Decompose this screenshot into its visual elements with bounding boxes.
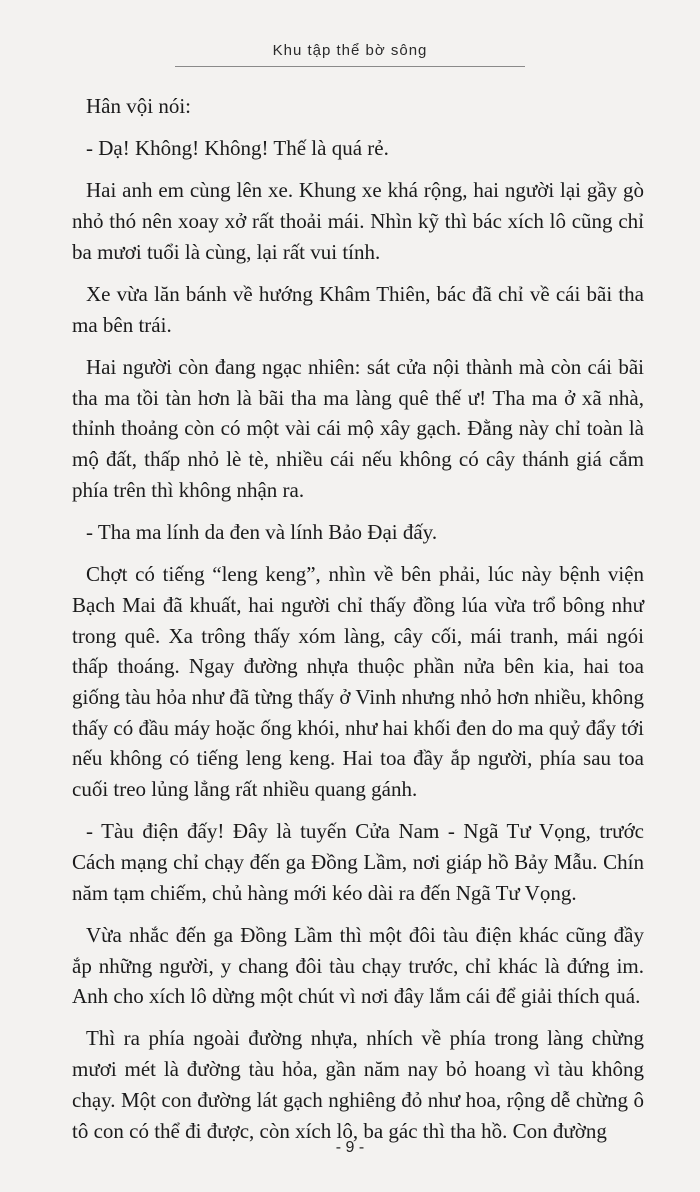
paragraph: Xe vừa lăn bánh về hướng Khâm Thiên, bác đã chỉ về cái bãi tha ma bên trái. [72,282,644,337]
header-divider [175,66,525,67]
paragraph: Chợt có tiếng “leng keng”, nhìn về bên phải, lúc này bệnh viện Bạch Mai đã khuất, hai người chỉ thấy đồng lúa vừa trổ bông như trong quê. Xa trông thấy xóm làng, cây cối, mái tranh, mái ngói thấp thoáng. Ngay đường nhựa thuộc phần nửa bên kia, hai toa giống tàu hỏa như đã từng thấy ở Vinh nhưng nhỏ hơn nhiều, không thấy có đầu máy hoặc ống khói, như hai khối đen do ma quỷ đẩy tới nếu không có tiếng leng keng. Hai toa đầy ắp người, phía sau toa cuối treo lủng lẳng rất nhiều quang gánh. [72,562,644,802]
paragraph: Hai anh em cùng lên xe. Khung xe khá rộng, hai người lại gầy gò nhỏ thó nên xoay xở rất thoải mái. Nhìn kỹ thì bác xích lô cũng chỉ ba mươi tuổi là cùng, lại rất vui tính. [72,178,644,264]
paragraph: - Dạ! Không! Không! Thế là quá rẻ. [86,136,389,161]
paragraph: Hai người còn đang ngạc nhiên: sát cửa nội thành mà còn cái bãi tha ma tồi tàn hơn là bãi tha ma làng quê thế ư! Tha ma ở xã nhà, thỉnh thoảng còn có một vài cái mộ xây gạch. Đằng này chỉ toàn là mộ đất, thấp nhỏ lè tè, nhiều cái nếu không có cây thánh giá cắm phía trên thì không nhận ra. [72,354,644,502]
paragraph: Thì ra phía ngoài đường nhựa, nhích về phía trong làng chừng mươi mét là đường tàu hỏa, gần năm nay bỏ hoang vì tàu không chạy. Một con đường lát gạch nghiêng đỏ như hoa, rộng dễ chừng ô tô con có thể đi được, còn xích lô, ba gác thì tha hồ. Con đường [72,1026,644,1143]
running-header: Khu tập thể bờ sông [272,42,428,59]
paragraph: - Tha ma lính da đen và lính Bảo Đại đấy. [86,519,438,544]
paragraph: Vừa nhắc đến ga Đồng Lầm thì một đôi tàu điện khác cũng đầy ắp những người, y chang đôi tàu chạy trước, chỉ khác là đứng im. Anh cho xích lô dừng một chút vì nơi đây lắm cái để giải thích quá. [72,922,644,1009]
body-text [72,91,644,1158]
page-number: - 9 - [335,1139,365,1156]
paragraph: - Tàu điện đấy! Đây là tuyến Cửa Nam - Ngã Tư Vọng, trước Cách mạng chỉ chạy đến ga Đồng Lầm, nơi giáp hồ Bảy Mẫu. Chín năm tạm chiếm, chủ hàng mới kéo dài ra đến Ngã Tư Vọng. [72,819,644,905]
paragraph: Hân vội nói: [86,94,191,118]
